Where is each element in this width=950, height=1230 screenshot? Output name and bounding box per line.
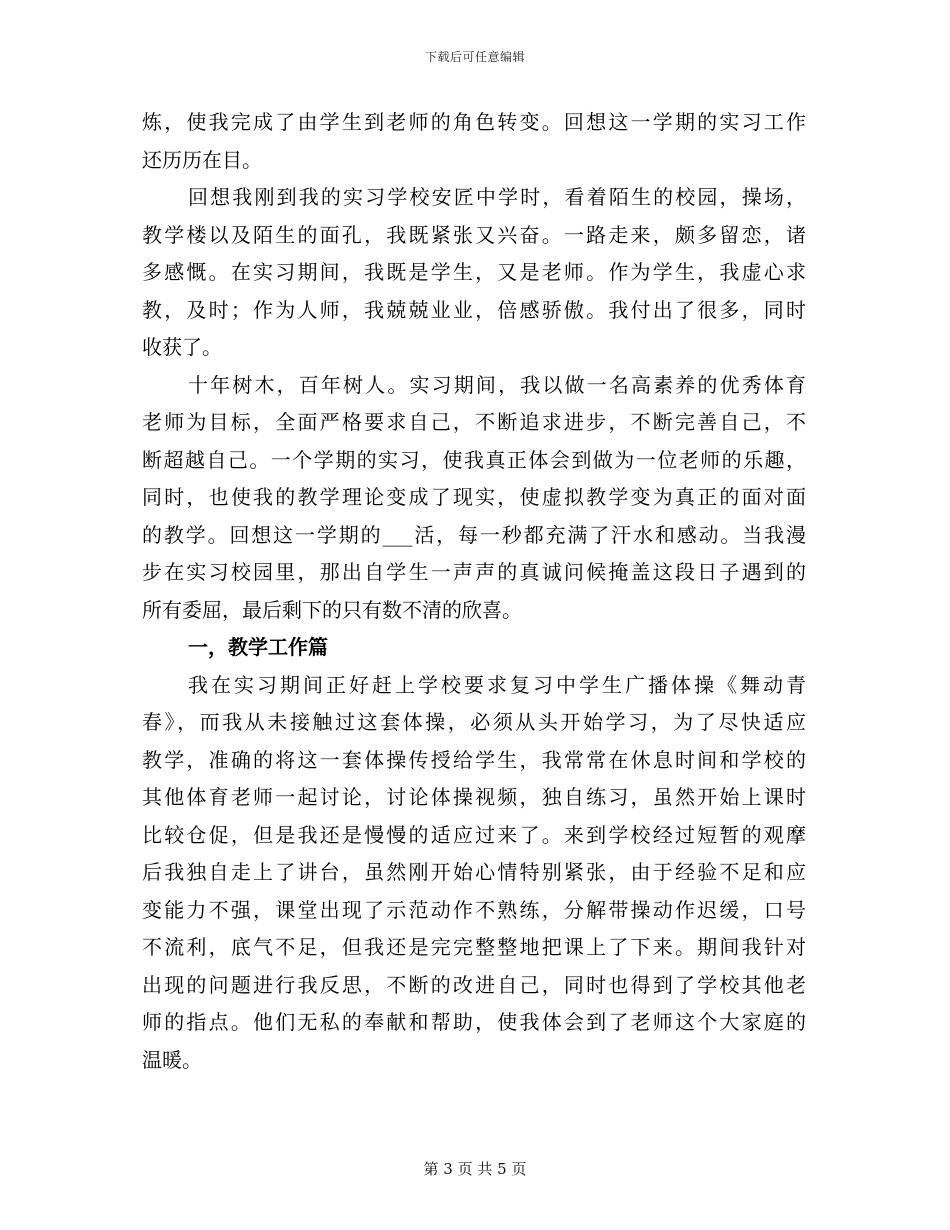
text-line: 师的指点。他们无私的奉献和帮助，使我体会到了老师这个大家庭的 xyxy=(142,1010,806,1034)
text-line: 回想我刚到我的实习学校安匠中学时，看着陌生的校园，操场， xyxy=(188,185,806,209)
text-line: 老师为目标，全面严格要求自己，不断追求进步，不断完善自己，不 xyxy=(142,410,806,434)
text-line: 其他体育老师一起讨论，讨论体操视频，独自练习，虽然开始上课时 xyxy=(142,785,806,809)
text-line: 不流利，底气不足，但我还是完完整整地把课上了下来。期间我针对 xyxy=(142,935,806,959)
text-line: 还历历在目。 xyxy=(142,147,262,172)
text-line: 比较仓促，但是我还是慢慢的适应过来了。来到学校经过短暂的观摩 xyxy=(142,822,806,847)
text-line: 炼，使我完成了由学生到老师的角色转变。回想这一学期的实习工作 xyxy=(142,110,806,134)
page-header-note: 下载后可任意编辑 xyxy=(424,50,525,64)
text-line: 同时，也使我的教学理论变成了现实，使虚拟教学变为真正的面对面 xyxy=(142,485,806,509)
text-line: 春》，而我从未接触过这套体操，必须从头开始学习，为了尽快适应 xyxy=(142,710,806,734)
text-line: 收获了。 xyxy=(142,335,222,359)
text-line: 温暖。 xyxy=(142,1047,202,1072)
text-line: 教，及时；作为人师，我兢兢业业，倍感骄傲。我付出了很多，同时 xyxy=(142,297,806,322)
text-line: 后我独自走上了讲台，虽然刚开始心情特别紧张，由于经验不足和应 xyxy=(142,860,806,884)
text-line: 教学，准确的将这一套体操传授给学生，我常常在休息时间和学校的 xyxy=(142,747,806,772)
text-line: 出现的问题进行我反思，不断的改进自己，同时也得到了学校其他老 xyxy=(142,972,806,997)
text-line: 我在实习期间正好赶上学校要求复习中学生广播体操《舞动青 xyxy=(188,672,806,697)
text-line: 多感慨。在实习期间，我既是学生，又是老师。作为学生，我虚心求 xyxy=(142,260,806,284)
section-heading: 一，教学工作篇 xyxy=(188,635,328,659)
text-line: 所有委屈，最后剩下的只有数不清的欣喜。 xyxy=(142,597,522,622)
text-line: 十年树木，百年树人。实习期间，我以做一名高素养的优秀体育 xyxy=(188,372,806,397)
text-line: 教学楼以及陌生的面孔，我既紧张又兴奋。一路走来，颇多留恋，诸 xyxy=(142,222,806,247)
text-line: 的教学。回想这一学期的___活，每一秒都充满了汗水和感动。当我漫 xyxy=(142,522,806,547)
document-body xyxy=(142,104,806,1079)
page-number-footer: 第 3 页 共 5 页 xyxy=(423,1160,527,1178)
text-line: 断超越自己。一个学期的实习，使我真正体会到做为一位老师的乐趣， xyxy=(142,447,806,472)
text-line: 变能力不强，课堂出现了示范动作不熟练，分解带操动作迟缓，口号 xyxy=(142,897,806,922)
text-line: 步在实习校园里，那出自学生一声声的真诚问候掩盖这段日子遇到的 xyxy=(142,560,806,584)
